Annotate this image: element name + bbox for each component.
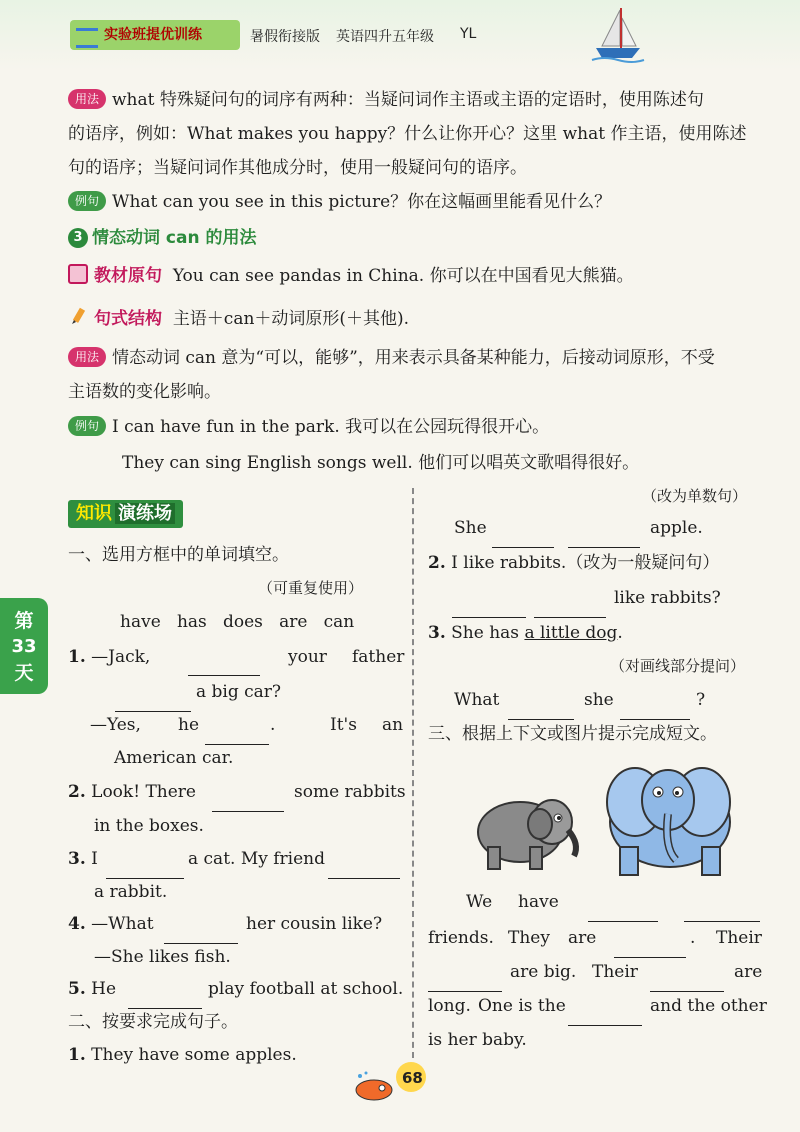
- q1-an: an: [382, 715, 404, 735]
- example2-line-1: 例句 I can have fun in the park. 我可以在公园玩得很开心。: [68, 415, 549, 439]
- p2q3-q: ?: [696, 690, 706, 710]
- usage2-line-2: 主语数的变化影响。: [68, 382, 221, 402]
- q1-blank-2[interactable]: [115, 696, 191, 712]
- edition-label: 暑假衔接版: [250, 29, 320, 45]
- q1-word-your: your: [288, 647, 327, 667]
- p3-are-2: are: [734, 962, 763, 982]
- p2q3-note: （对画线部分提问）: [610, 657, 746, 675]
- p3-baby: is her baby.: [428, 1030, 527, 1050]
- q1-line-1: 1. —Jack,: [68, 647, 151, 667]
- p3-have: have: [518, 892, 559, 912]
- q3-blank-2[interactable]: [328, 863, 400, 879]
- p2q1-apple: apple.: [650, 518, 703, 538]
- p3-we: We: [466, 892, 493, 912]
- fish-submarine-icon: [352, 1070, 396, 1104]
- q4-fish: —She likes fish.: [94, 947, 231, 967]
- q4-blank[interactable]: [164, 928, 238, 944]
- q2-blank[interactable]: [212, 796, 284, 812]
- q1-yes: —Yes,: [90, 715, 141, 735]
- mother-elephant-icon: [607, 768, 730, 875]
- p3-one-is-the: One is the: [478, 996, 566, 1016]
- part1-title: 一、选用方框中的单词填空。: [68, 545, 289, 565]
- section-3-title: 3 情态动词 can 的用法: [68, 226, 257, 250]
- q5-football: play football at school.: [208, 979, 404, 999]
- baby-elephant-icon: [478, 800, 576, 869]
- p2q2-blank-1[interactable]: [452, 602, 526, 618]
- pencil-icon: [68, 307, 88, 327]
- usage2-line-1: 用法 情态动词 can 意为“可以，能够”，用来表示具备某种能力，后接动词原形，不受: [68, 346, 715, 370]
- q1-word-car: a big car?: [196, 682, 282, 702]
- q5-line-1: 5. He: [68, 979, 117, 999]
- sailboat-icon: [590, 6, 646, 66]
- q3-cat: a cat. My friend: [188, 849, 325, 869]
- grade-label: 英语四升五年级: [336, 29, 434, 45]
- q3-rabbit: a rabbit.: [94, 882, 168, 902]
- p2q3-what: What: [454, 690, 500, 710]
- q1-blank-3[interactable]: [205, 729, 269, 745]
- p3-their-1: Their: [716, 928, 762, 948]
- q3-blank-1[interactable]: [106, 863, 184, 879]
- p2q3-blank-2[interactable]: [620, 704, 690, 720]
- q1-blank-1[interactable]: [188, 660, 260, 676]
- p2q3-line: 3. She has a little dog.: [428, 623, 623, 643]
- p3-blank-5[interactable]: [650, 976, 724, 992]
- q1-word-father: father: [352, 647, 405, 667]
- p3-blank-3[interactable]: [614, 942, 686, 958]
- p3-and-the-other: and the other: [650, 996, 767, 1016]
- series-badge: 实验班提优训练: [70, 20, 240, 50]
- p2q2-line: 2. I like rabbits.（改为一般疑问句）: [428, 553, 720, 573]
- version-label: YL: [460, 26, 477, 42]
- example-line-1: 例句 What can you see in this picture？你在这幅画里能看见什么？: [68, 190, 611, 214]
- textbook-line: 教材原句 You can see pandas in China. 你可以在中国看见大熊猫。: [68, 264, 634, 288]
- part1-note: （可重复使用）: [258, 579, 364, 597]
- usage-line-3: 句的语序；当疑问词作其他成分时，使用一般疑问句的语序。: [68, 158, 527, 178]
- q1-american-car: American car.: [114, 748, 234, 768]
- p2q3-blank-1[interactable]: [508, 704, 574, 720]
- practice-badge: 知识 演练场: [68, 500, 183, 528]
- q2-boxes: in the boxes.: [94, 816, 204, 836]
- p2q1-she: She: [454, 518, 487, 538]
- example-tag: 例句: [68, 191, 106, 211]
- p3-blank-4[interactable]: [428, 976, 502, 992]
- page-number: 68: [402, 1069, 423, 1087]
- part2-title: 二、按要求完成句子。: [68, 1012, 238, 1032]
- p2q1-blank-2[interactable]: [568, 532, 640, 548]
- q1-period: .: [270, 715, 276, 735]
- p2q3-she: she: [584, 690, 614, 710]
- q2-rabbits: some rabbits: [294, 782, 406, 802]
- p2q2-blank-2[interactable]: [534, 602, 606, 618]
- q4-cousin: her cousin like?: [246, 914, 383, 934]
- usage-line-1: 用法 what 特殊疑问句的词序有两种：当疑问词作主语或主语的定语时，使用陈述句: [68, 88, 704, 112]
- p3-are: are: [568, 928, 597, 948]
- structure-line: 句式结构 主语＋can＋动词原形(＋其他).: [68, 307, 409, 331]
- usage-line-2: 的语序，例如：What makes you happy？什么让你开心？这里 what 作主语，使用陈述: [68, 124, 747, 144]
- usage-tag: 用法: [68, 89, 106, 109]
- elephants-illustration: [470, 752, 770, 882]
- p3-blank-2[interactable]: [684, 906, 760, 922]
- book-icon: [68, 264, 88, 284]
- column-divider: [412, 488, 414, 1058]
- q5-blank[interactable]: [128, 993, 202, 1009]
- p3-blank-6[interactable]: [568, 1010, 642, 1026]
- day-tab: 第 33 天: [0, 598, 48, 694]
- example2-line-2: They can sing English songs well. 他们可以唱英文歌唱得很好。: [122, 453, 640, 473]
- p2q1-line: 1. They have some apples.: [68, 1045, 297, 1065]
- q2-line-1: 2. Look! There: [68, 782, 196, 802]
- p2q2-like: like rabbits?: [614, 588, 721, 608]
- q1-its: It's: [330, 715, 357, 735]
- q1-he: he: [178, 715, 200, 735]
- p3-long: long.: [428, 996, 471, 1016]
- p3-blank-1[interactable]: [588, 906, 658, 922]
- p3-friends: friends.: [428, 928, 494, 948]
- q3-line-1: 3. I: [68, 849, 98, 869]
- part3-title: 三、根据上下文或图片提示完成短文。: [428, 724, 717, 744]
- p3-are-big: are big.: [510, 962, 577, 982]
- p3-period: .: [690, 928, 696, 948]
- q4-line-1: 4. —What: [68, 914, 154, 934]
- p2q1-blank-1[interactable]: [492, 532, 554, 548]
- p2q1-note: （改为单数句）: [642, 487, 748, 505]
- word-box: have has does are can: [120, 612, 355, 632]
- p3-their-2: Their: [592, 962, 638, 982]
- p3-they: They: [508, 928, 550, 948]
